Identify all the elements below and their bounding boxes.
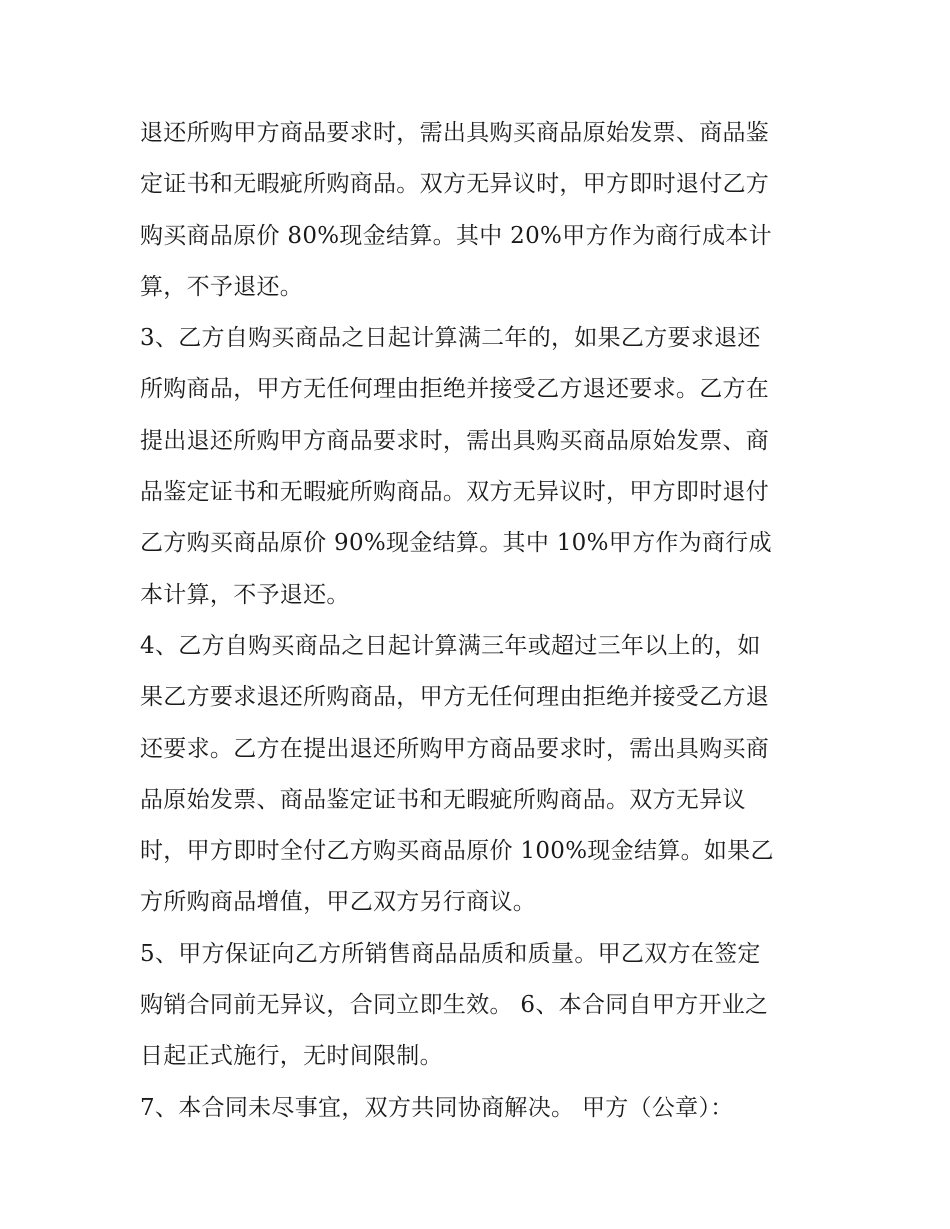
text-line: 所购商品，甲方无任何理由拒绝并接受乙方退还要求。乙方在 — [140, 376, 770, 403]
clause-3-line: 3、乙方自购买商品之日起计算满二年的，如果乙方要求退还 — [140, 325, 761, 352]
text-line: 品原始发票、商品鉴定证书和无暇疵所购商品。双方无异议 — [140, 786, 746, 813]
text-line: 购销合同前无异议，合同立即生效。 6、本合同自甲方开业之 — [140, 992, 769, 1019]
text-line: 日起正式施行，无时间限制。 — [140, 1043, 443, 1070]
text-line: 品鉴定证书和无暇疵所购商品。双方无异议时，甲方即时退付 — [140, 479, 770, 506]
text-line: 提出退还所购甲方商品要求时，需出具购买商品原始发票、商 — [140, 427, 770, 454]
text-line: 还要求。乙方在提出退还所购甲方商品要求时，需出具购买商 — [140, 735, 770, 762]
text-line: 本计算，不予退还。 — [140, 581, 350, 608]
clause-5-line: 5、甲方保证向乙方所销售商品品质和质量。甲乙双方在签定 — [140, 940, 761, 967]
text-line: 定证书和无暇疵所购商品。双方无异议时，甲方即时退付乙方 — [140, 171, 770, 198]
text-line: 方所购商品增值，甲乙双方另行商议。 — [140, 889, 537, 916]
clause-4-line: 4、乙方自购买商品之日起计算满三年或超过三年以上的，如 — [140, 632, 761, 659]
contract-body — [140, 108, 820, 1134]
clause-7-line: 7、本合同未尽事宜，双方共同协商解决。 甲方（公章）： — [140, 1094, 734, 1121]
text-line: 果乙方要求退还所购商品，甲方无任何理由拒绝并接受乙方退 — [140, 684, 770, 711]
text-line: 时，甲方即时全付乙方购买商品原价 100%现金结算。如果乙 — [140, 838, 774, 865]
text-line: 购买商品原价 80%现金结算。其中 20%甲方作为商行成本计 — [140, 222, 772, 249]
text-line: 乙方购买商品原价 90%现金结算。其中 10%甲方作为商行成 — [140, 530, 772, 557]
text-line: 退还所购甲方商品要求时，需出具购买商品原始发票、商品鉴 — [140, 120, 770, 146]
text-line: 算，不予退还。 — [140, 273, 304, 300]
